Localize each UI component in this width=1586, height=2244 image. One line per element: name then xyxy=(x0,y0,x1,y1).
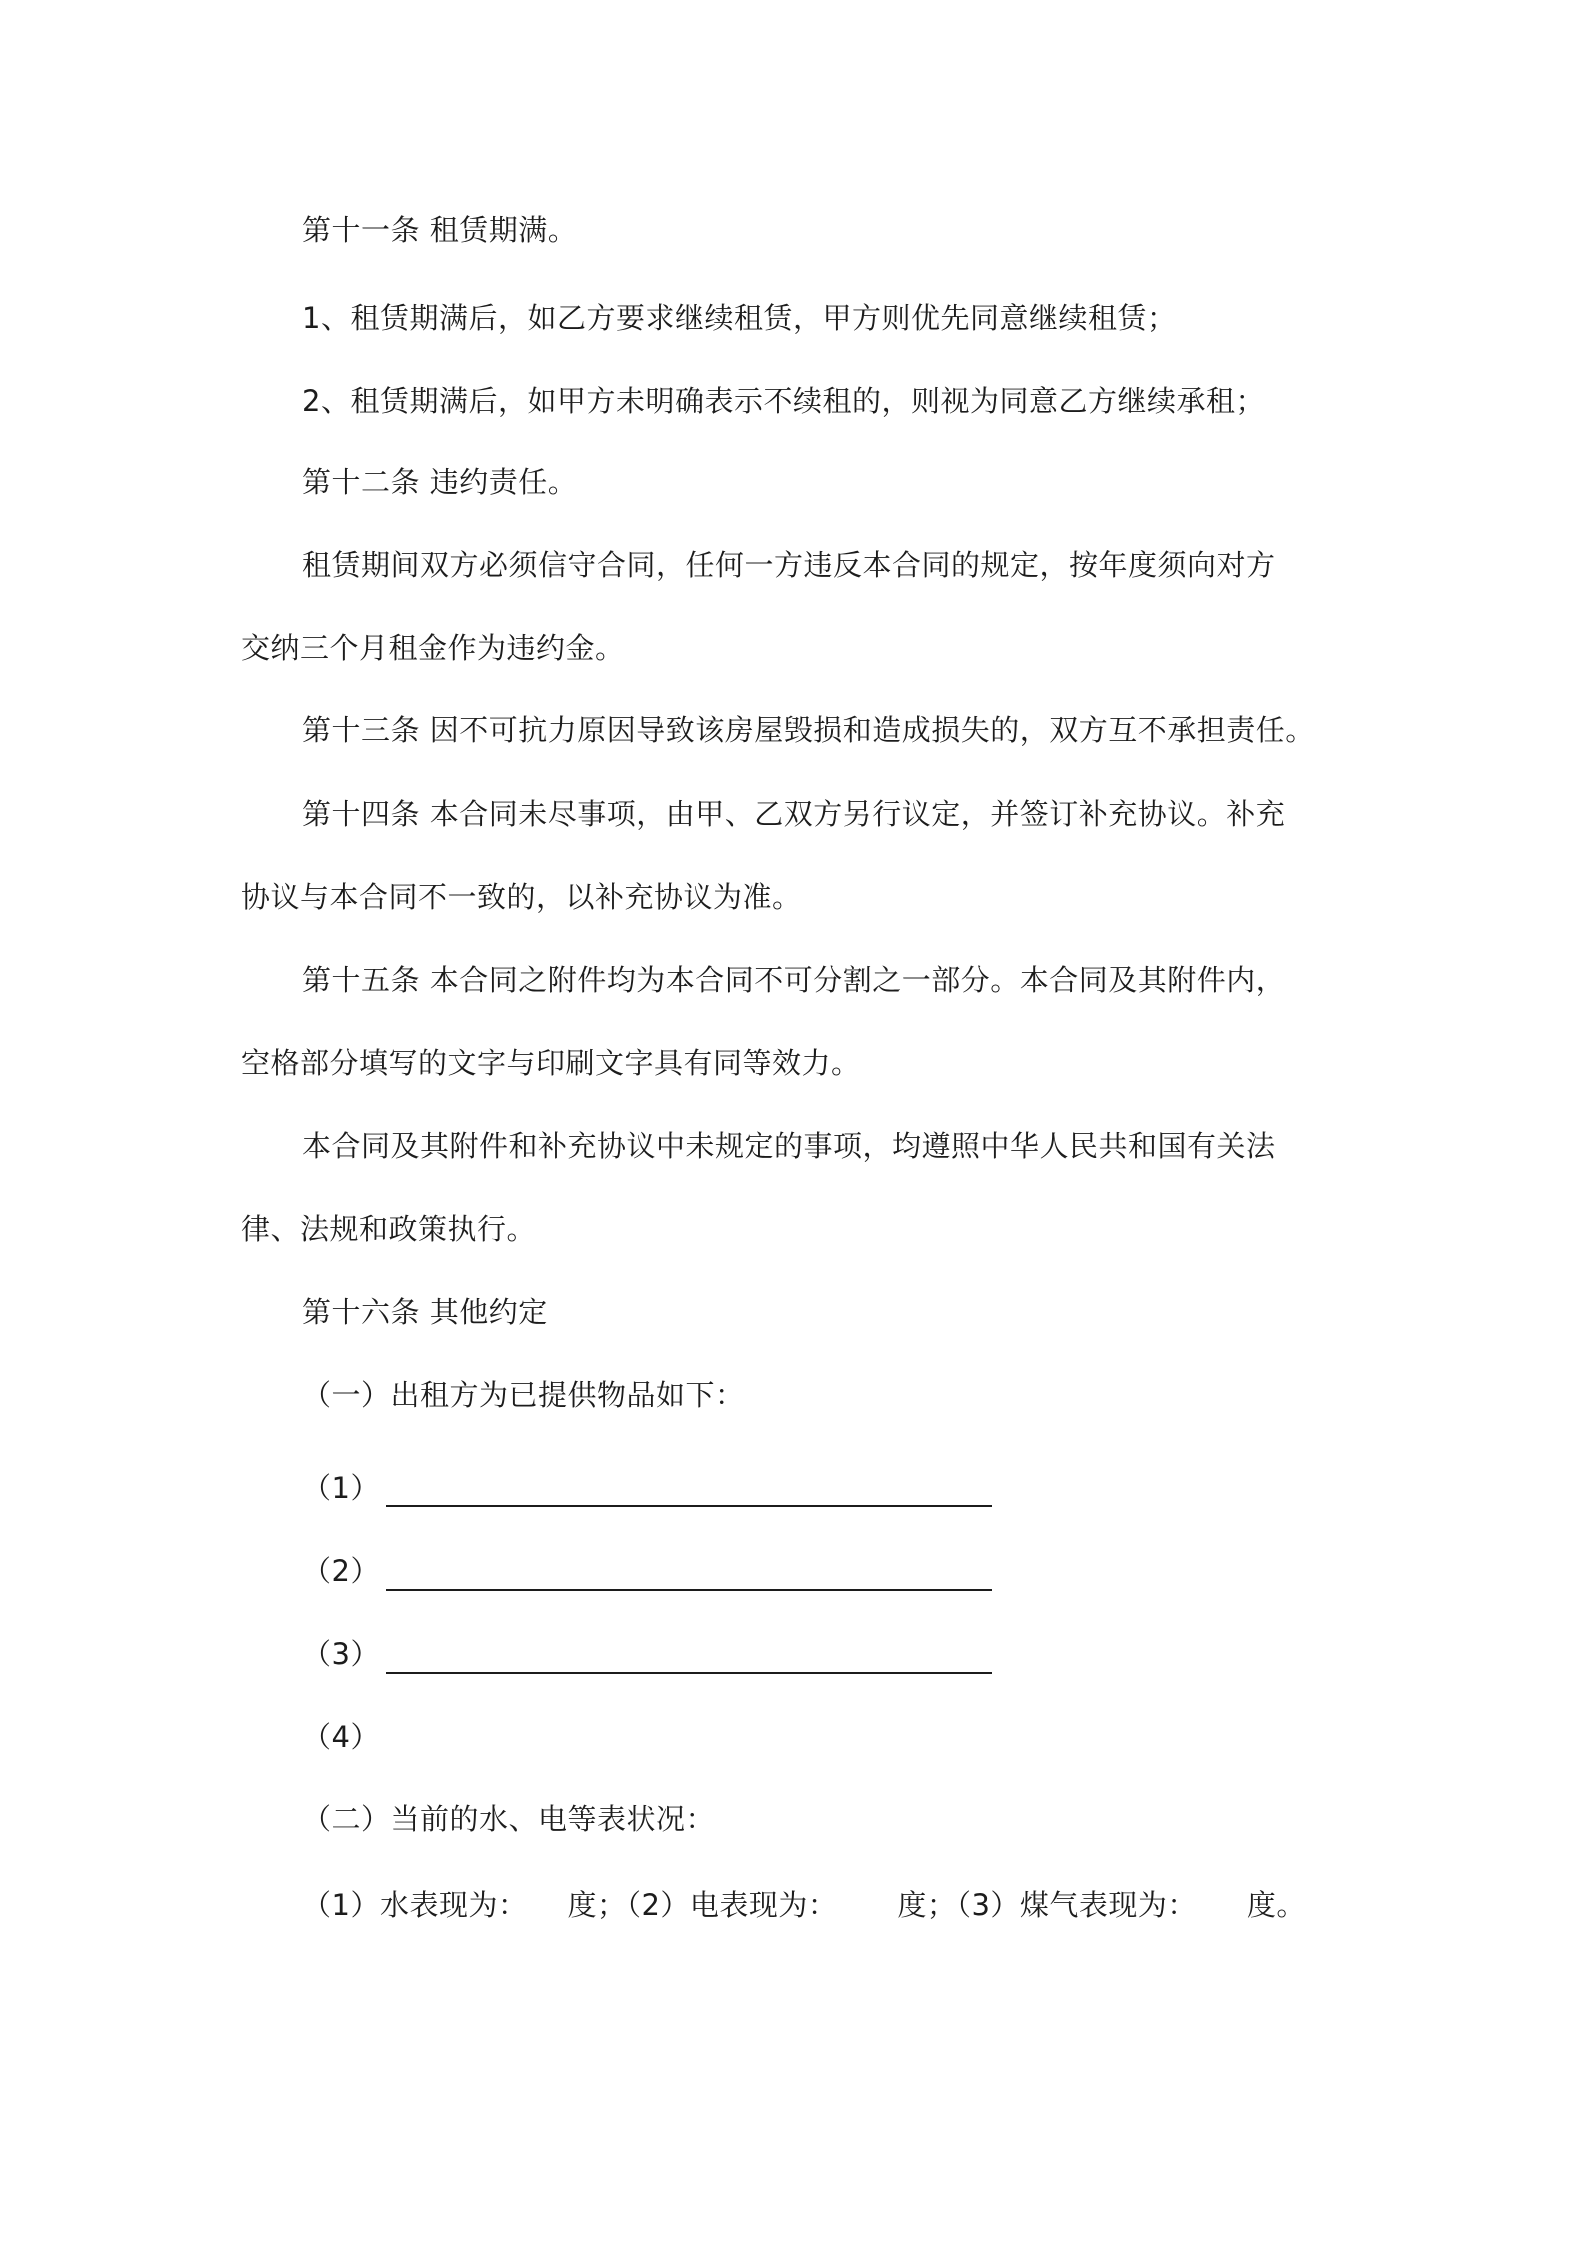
gas-meter-unit: 度。 xyxy=(1246,1888,1306,1922)
article-11-item-1: 1、租赁期满后，如乙方要求继续租赁，甲方则优先同意继续租赁； xyxy=(302,301,1177,335)
gas-meter-label: （3）煤气表现为： xyxy=(956,1888,1197,1922)
provided-item-2-blank xyxy=(386,1589,992,1591)
electric-meter-unit: 度； xyxy=(897,1888,957,1922)
section-1-title: （一）出租方为已提供物品如下： xyxy=(302,1378,745,1412)
provided-item-3-label: （3） xyxy=(302,1637,380,1671)
article-14-line-1: 第十四条 本合同未尽事项，由甲、乙双方另行议定，并签订补充协议。补充 xyxy=(302,797,1286,831)
water-meter-label: （1）水表现为： xyxy=(302,1888,528,1922)
article-12-line-1: 租赁期间双方必须信守合同，任何一方违反本合同的规定，按年度须向对方 xyxy=(302,548,1276,582)
article-15-line-2: 空格部分填写的文字与印刷文字具有同等效力。 xyxy=(241,1046,861,1080)
provided-item-3-blank xyxy=(386,1672,992,1674)
meter-readings-line xyxy=(302,1885,1306,1925)
article-12-heading: 第十二条 违约责任。 xyxy=(302,465,578,499)
provided-item-1-blank xyxy=(386,1505,992,1507)
provided-item-2-label: （2） xyxy=(302,1554,380,1588)
article-13-text: 第十三条 因不可抗力原因导致该房屋毁损和造成损失的，双方互不承担责任。 xyxy=(302,713,1315,747)
provided-item-4-label: （4） xyxy=(302,1720,380,1754)
article-12-line-2: 交纳三个月租金作为违约金。 xyxy=(241,631,625,665)
water-meter-unit: 度； xyxy=(567,1888,627,1922)
electric-meter-label: （2）电表现为： xyxy=(626,1888,838,1922)
provided-item-1-label: （1） xyxy=(302,1471,380,1505)
article-11-heading: 第十一条 租赁期满。 xyxy=(302,213,578,247)
article-15-line-4: 律、法规和政策执行。 xyxy=(241,1212,537,1246)
article-11-item-2: 2、租赁期满后，如甲方未明确表示不续租的，则视为同意乙方继续承租； xyxy=(302,384,1265,418)
article-15-line-3: 本合同及其附件和补充协议中未规定的事项，均遵照中华人民共和国有关法 xyxy=(302,1129,1276,1163)
article-15-line-1: 第十五条 本合同之附件均为本合同不可分割之一部分。本合同及其附件内， xyxy=(302,963,1286,997)
article-14-line-2: 协议与本合同不一致的，以补充协议为准。 xyxy=(241,880,802,914)
article-16-heading: 第十六条 其他约定 xyxy=(302,1295,548,1329)
section-2-title: （二）当前的水、电等表状况： xyxy=(302,1802,716,1836)
